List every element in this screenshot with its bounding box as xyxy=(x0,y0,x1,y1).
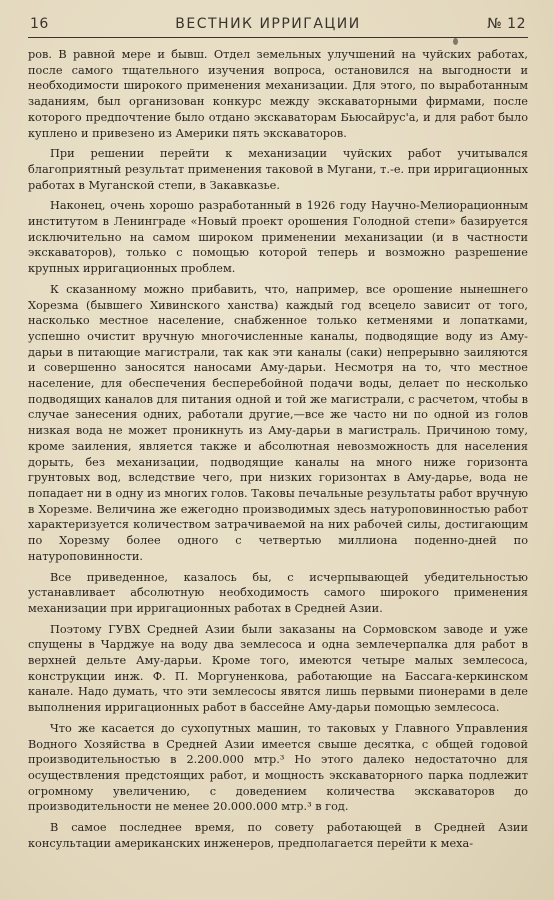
paragraph-3: Наконец, очень хорошо разработанный в 1926 году Научно-Мелиорационным институтом в Ленинграде «Новый проект орошения Голодной степи» базируется исключительно на самом широком применении механизации (и в частности экскаваторов), только с помощью которой теперь и возможно разрешение крупных ирригационных проблем. xyxy=(28,199,528,276)
paragraph-4: К сказанному можно прибавить, что, например, все орошение нынешнего Хорезма (бывшего Хивинского ханства) каждый год всецело зависит от того, насколько местное население, снабженное только кетменями и лопатками, успешно очистит вручную многочисленные каналы, подводящие воду из Аму-дарьи в питающие магистрали, так как эти каналы (саки) непрерывно заиляются и совершенно заносятся наносами Аму-дарьи. Несмотря на то, что местное население, для обеспечения бесперебойной подачи воды, делает по несколько подводящих каналов для питания одной и той же магистрали, с расчетом, чтобы в случае занесения одних, работали другие,—все же часто ни по одной из голов низкая вода не может проникнуть из Аму-дарьи в магистраль. Причиною тому, кроме заиления, является также и абсолютная невозможность для населения дорыть, без механизации, подводящие каналы на много ниже горизонта грунтовых вод, вследствие чего, при низких горизонтах в Аму-дарье, вода не попадает ни в одну из многих голов. Таковы печальные результаты работ вручную в Хорезме. Величина же ежегодно производимых здесь натуроповинностью работ характеризуется количеством затрачиваемой на них рабочей силы, достигающим по Хорезму более одного с четвертью миллиона поденно-дней по натуроповинности. xyxy=(28,282,528,563)
page-number: 16 xyxy=(30,16,49,32)
issue-number: № 12 xyxy=(487,16,526,32)
paragraph-6: Поэтому ГУВХ Средней Азии были заказаны на Сормовском заводе и уже спущены в Чарджуе на воду два землесоса и одна землечерпалка для работ в верхней дельте Аму-дарьи. Кроме того, имеются четыре малых землесоса, конструкции инж. Ф. П. Моргуненкова, работающие на Бассага-керкинском канале. Надо думать, что эти землесосы явятся лишь первыми пионерами в деле выполнения ирригационных работ в бассейне Аму-дарьи помощью землесоса. xyxy=(28,622,528,715)
journal-title: ВЕСТНИК ИРРИГАЦИИ xyxy=(175,16,361,32)
page-header xyxy=(28,16,528,32)
ink-smudge xyxy=(453,38,458,45)
paragraph-5: Все приведенное, казалось бы, с исчерпывающей убедительностью устанавливает абсолютную необходимость самого широкого применения механизации при ирригационных работах в Средней Азии. xyxy=(28,570,528,615)
paragraph-1: ров. В равной мере и бывш. Отдел земельных улучшений на чуйских работах, после самого тщательного изучения вопроса, остановился на выгодности и необходимости широкого применения механизации. Для этого, по выработанным заданиям, был организован конкурс между экскаваторными фирмами, после которого предпочтение было отдано экскаваторам Бьюсайрус'а, и для работ было куплено и привезено из Америки пять экскаваторов. xyxy=(28,48,528,140)
paragraph-2: При решении перейти к механизации чуйских работ учитывался благоприятный результат применения таковой в Мугани, т.-е. при ирригационных работах в Муганской степи, в Закавказье. xyxy=(28,147,528,192)
paragraph-7: Что же касается до сухопутных машин, то таковых у Главного Управления Водного Хозяйства в Средней Азии имеется свыше десятка, с общей годовой производительностью в 2.200.000 мтр.³ Но этого далеко недостаточно для осуществления предстоящих работ, и мощность экскаваторного парка подлежит огромному увеличению, с доведением количества экскаваторов до производительности не менее 20.000.000 мтр.³ в год. xyxy=(28,721,528,814)
article-body xyxy=(28,47,528,851)
paragraph-8: В самое последнее время, по совету работающей в Средней Азии консультации американских инженеров, предполагается перейти к меха- xyxy=(28,821,528,850)
